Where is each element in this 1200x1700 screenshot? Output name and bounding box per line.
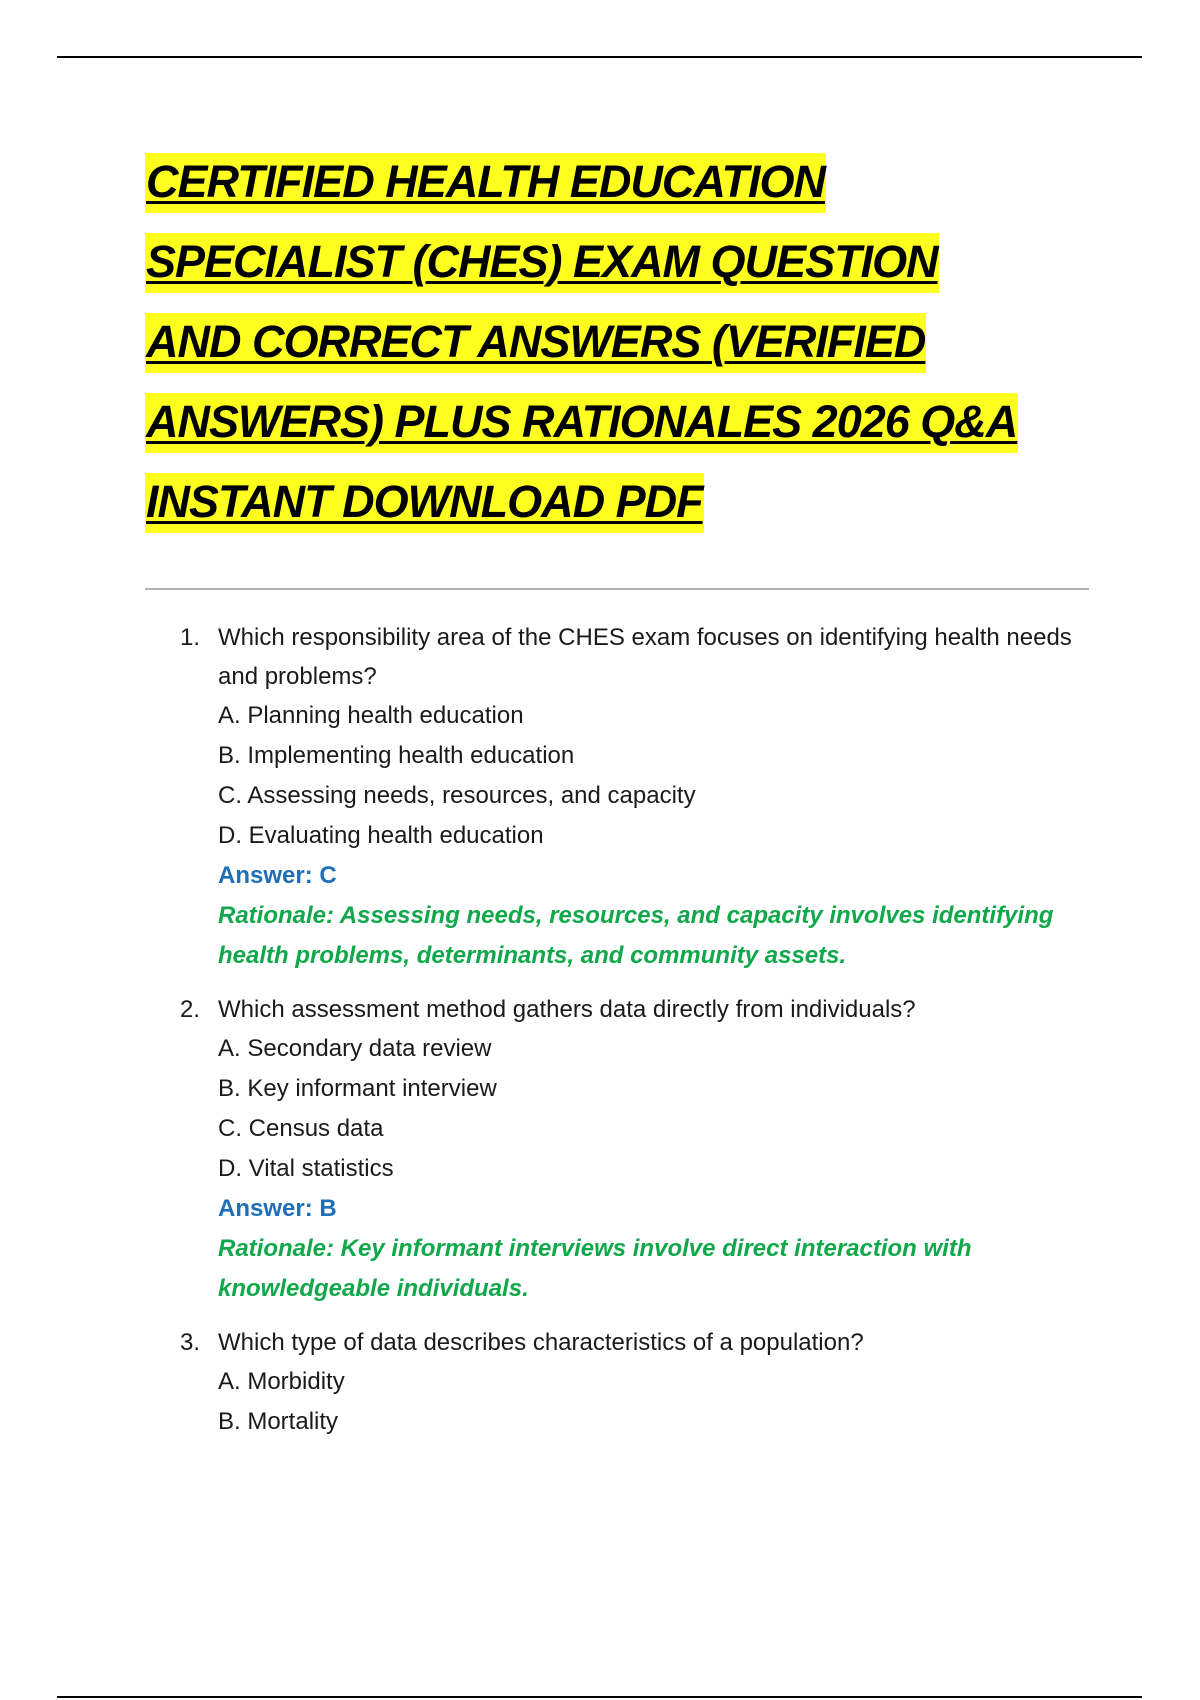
question-number: 3. [180,1329,201,1356]
answer-option: B. Key informant interview [218,1075,497,1102]
question-number: 2. [180,996,201,1023]
title-line: AND CORRECT ANSWERS (VERIFIED [145,302,1105,382]
title-line: CERTIFIED HEALTH EDUCATION [145,142,1105,222]
title-line: SPECIALIST (CHES) EXAM QUESTION [145,222,1105,302]
question-text: Which type of data describes characteristics of a population? [218,1329,864,1356]
title-line: ANSWERS) PLUS RATIONALES 2026 Q&A [145,382,1105,462]
question-item [180,990,1080,1309]
question-item [180,618,1080,976]
answer-option: A. Planning health education [218,702,524,729]
title-line: INSTANT DOWNLOAD PDF [145,462,1105,542]
document-title [145,142,1105,542]
answer-option: D. Vital statistics [218,1155,394,1182]
question-item [180,1323,1080,1442]
question-number: 1. [180,624,201,651]
correct-answer: Answer: C [218,862,337,889]
answer-rationale: Rationale: Key informant interviews involve direct interaction with knowledgeable individuals. [218,1235,972,1302]
answer-option: A. Morbidity [218,1368,345,1395]
section-divider [145,588,1089,590]
answer-option: D. Evaluating health education [218,822,544,849]
bottom-rule [57,1696,1142,1698]
answer-option: B. Implementing health education [218,742,575,769]
answer-option: A. Secondary data review [218,1035,492,1062]
question-text: Which assessment method gathers data directly from individuals? [218,996,916,1023]
answer-rationale: Rationale: Assessing needs, resources, and capacity involves identifying health problems, determinants, and community assets. [218,902,1054,969]
top-rule [57,56,1142,58]
answer-option: B. Mortality [218,1408,339,1435]
question-text: Which responsibility area of the CHES exam focuses on identifying health needs and problems? [218,624,1072,690]
answer-option: C. Census data [218,1115,384,1142]
question-list [180,618,1080,1456]
answer-option: C. Assessing needs, resources, and capacity [218,782,696,809]
correct-answer: Answer: B [218,1195,337,1222]
